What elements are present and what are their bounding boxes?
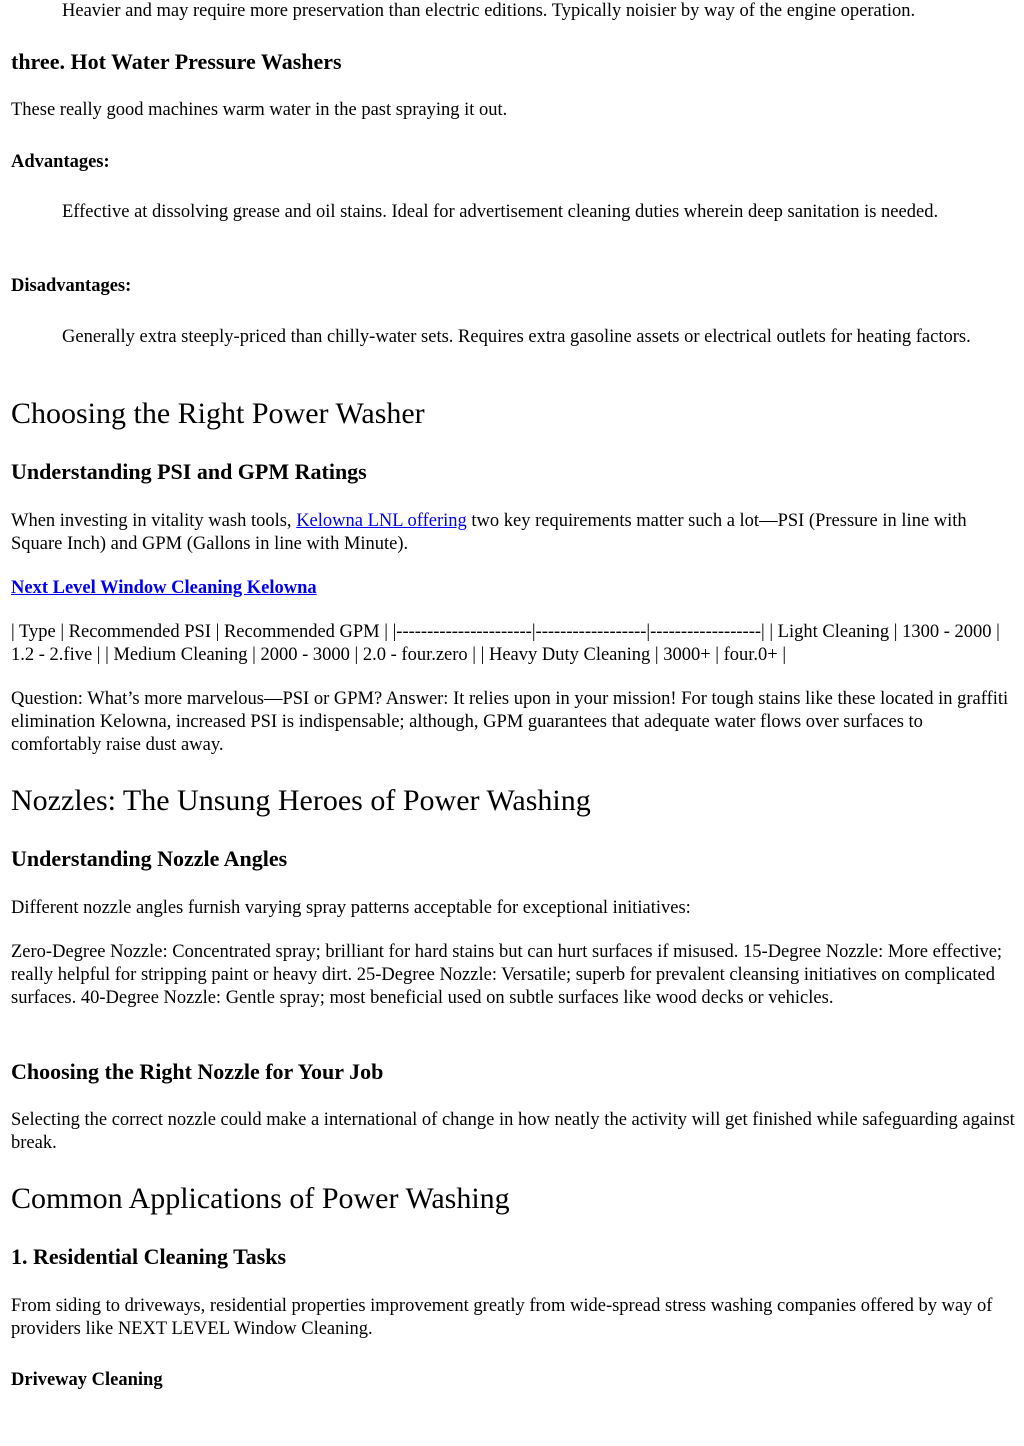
nozzle-angles-subheading: Understanding Nozzle Angles — [11, 846, 288, 871]
psi-gpm-subheading: Understanding PSI and GPM Ratings — [11, 459, 367, 484]
disadvantages-text: Generally extra steeply-priced than chilly-water sets. Requires extra gasoline assets or electrical outlets for heating factors. — [62, 327, 971, 347]
applications-heading: Common Applications of Power Washing — [11, 1182, 510, 1215]
choosing-nozzle-subheading: Choosing the Right Nozzle for Your Job — [11, 1059, 384, 1084]
hot-water-description: These really good machines warm water in the past spraying it out. — [11, 100, 508, 120]
nozzles-heading: Nozzles: The Unsung Heroes of Power Washing — [11, 784, 591, 817]
psi-gpm-text-before: When investing in vitality wash tools, — [11, 511, 297, 531]
next-level-window-cleaning-link[interactable]: Next Level Window Cleaning Kelowna — [11, 578, 317, 598]
nozzle-angles-intro: Different nozzle angles furnish varying spray patterns acceptable for exceptional initiatives: — [11, 898, 691, 918]
driveway-cleaning-heading: Driveway Cleaning — [11, 1370, 163, 1390]
psi-gpm-table-text: | Type | Recommended PSI | Recommended GPM | |----------------------|------------------|------------------| | Light Cleaning | 1300 - 2000 | 1.2 - 2.five | | Medium Cleaning | 2000 - 3000 | 2.0 - four.zero | | Heavy Duty Cleaning | 3000+ | four.0+ | — [11, 622, 1000, 665]
choosing-nozzle-paragraph: Selecting the correct nozzle could make a international of change in how neatly the activity will get finished while safeguarding against break. — [11, 1110, 1015, 1153]
advantages-label: Advantages: — [11, 152, 110, 172]
advantages-text: Effective at dissolving grease and oil stains. Ideal for advertisement cleaning duties wherein deep sanitation is needed. — [62, 202, 939, 222]
nozzle-angles-list-text: Zero-Degree Nozzle: Concentrated spray; brilliant for hard stains but can hurt surfaces if misused. 15-Degree Nozzle: More effective; really helpful for stripping paint or heavy dirt. 25-Degree Nozzle: Versatile; superb for prevalent cleansing initiatives on complicated surfaces. 40-Degree Nozzle: Gentle spray; most beneficial used on subtle surfaces like wood decks or vehicles. — [11, 942, 1003, 1008]
intro-tail-text: Heavier and may require more preservation than electric editions. Typically noisier by way of the engine operation. — [62, 1, 916, 21]
hot-water-heading: three. Hot Water Pressure Washers — [11, 49, 342, 74]
disadvantages-label: Disadvantages: — [11, 276, 132, 296]
bold-link-paragraph — [11, 577, 1016, 600]
psi-gpm-paragraph — [11, 510, 1016, 556]
psi-gpm-qa-text: Question: What’s more marvelous—PSI or GPM? Answer: It relies upon in your mission! For tough stains like these located in graffiti elimination Kelowna, increased PSI is indispensable; although, GPM guarantees that adequate water flows over surfaces to comfortably raise dust away. — [11, 689, 1009, 755]
choosing-heading: Choosing the Right Power Washer — [11, 397, 425, 430]
residential-paragraph: From siding to driveways, residential properties improvement greatly from wide-spread stress washing companies offered by way of providers like NEXT LEVEL Window Cleaning. — [11, 1296, 993, 1339]
psi-gpm-text-after: two key requirements matter such a lot—PSI (Pressure in line with Square Inch) and GPM (Gallons in line with Minute). — [11, 511, 967, 554]
residential-subheading: 1. Residential Cleaning Tasks — [11, 1244, 287, 1269]
kelowna-lnl-link[interactable]: Kelowna LNL offering — [296, 511, 467, 531]
